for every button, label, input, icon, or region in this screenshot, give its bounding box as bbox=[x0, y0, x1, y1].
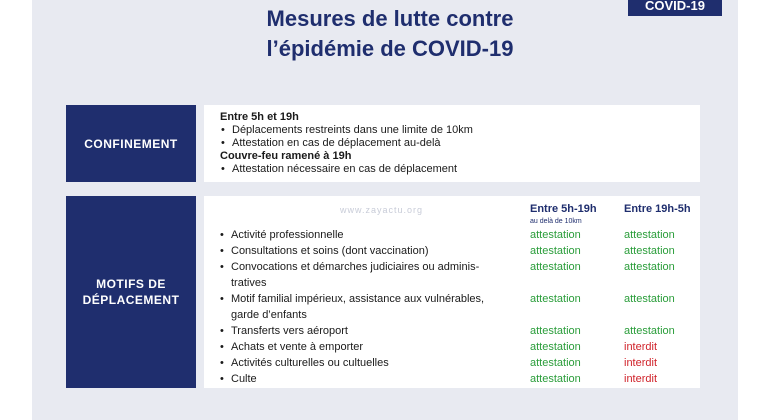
watermark: www.zayactu.org bbox=[340, 205, 424, 215]
motif-label: • Transferts vers aéroport bbox=[231, 325, 348, 338]
confinement-label-box bbox=[66, 105, 196, 182]
motif-label: • Consultations et soins (dont vaccination) bbox=[231, 245, 429, 258]
motif-label: • Culte bbox=[231, 373, 257, 386]
column-subheader-day: au delà de 10km bbox=[530, 218, 582, 225]
confinement-bullet: • Déplacements restreints dans une limite de 10km bbox=[232, 124, 473, 137]
motif-day-status: attestation bbox=[530, 261, 581, 273]
confinement-heading-1: Entre 5h et 19h bbox=[220, 111, 299, 123]
motif-day-status: attestation bbox=[530, 341, 581, 353]
motif-day-status: attestation bbox=[530, 245, 581, 257]
motif-day-status: attestation bbox=[530, 373, 581, 385]
motifs-label-box bbox=[66, 196, 196, 388]
motif-label: • Motif familial impérieux, assistance aux vulnérables, bbox=[231, 293, 484, 306]
motif-label: • Achats et vente à emporter bbox=[231, 341, 363, 354]
confinement-bullet: • Attestation en cas de déplacement au-delà bbox=[232, 137, 441, 150]
motif-night-status: attestation bbox=[624, 325, 675, 337]
motif-night-status: interdit bbox=[624, 373, 658, 385]
motif-night-status: attestation bbox=[624, 229, 675, 241]
motif-night-status: attestation bbox=[624, 245, 675, 257]
motif-day-status: attestation bbox=[530, 293, 581, 305]
motif-night-status: attestation bbox=[624, 293, 675, 305]
motif-night-status: interdit bbox=[624, 341, 658, 353]
motif-label: • Activité professionnelle bbox=[231, 229, 344, 242]
motif-label: • Convocations et démarches judiciaires ou adminis- bbox=[231, 261, 479, 274]
motif-label-continued: garde d’enfants bbox=[231, 309, 307, 321]
title-line-2: l’épidémie de COVID-19 bbox=[266, 36, 514, 61]
motif-label: • Activités culturelles ou cultuelles bbox=[231, 357, 389, 370]
confinement-label: CONFINEMENT bbox=[84, 136, 178, 151]
motif-night-status: interdit bbox=[624, 357, 658, 369]
motif-night-status: attestation bbox=[624, 261, 675, 273]
covid-badge: COVID-19 bbox=[628, 0, 722, 16]
motif-label-continued: tratives bbox=[231, 277, 267, 289]
motif-day-status: attestation bbox=[530, 357, 581, 369]
confinement-bullet: • Attestation nécessaire en cas de déplacement bbox=[232, 163, 457, 176]
motifs-label-line-2: DÉPLACEMENT bbox=[82, 293, 180, 307]
page-title bbox=[160, 4, 620, 64]
motifs-label-line-1: MOTIFS DE bbox=[96, 277, 166, 291]
column-header-night: Entre 19h-5h bbox=[624, 203, 691, 215]
column-header-day: Entre 5h-19h bbox=[530, 203, 597, 215]
confinement-heading-2: Couvre-feu ramené à 19h bbox=[220, 150, 352, 162]
motif-day-status: attestation bbox=[530, 325, 581, 337]
motif-day-status: attestation bbox=[530, 229, 581, 241]
title-line-1: Mesures de lutte contre bbox=[266, 6, 514, 31]
